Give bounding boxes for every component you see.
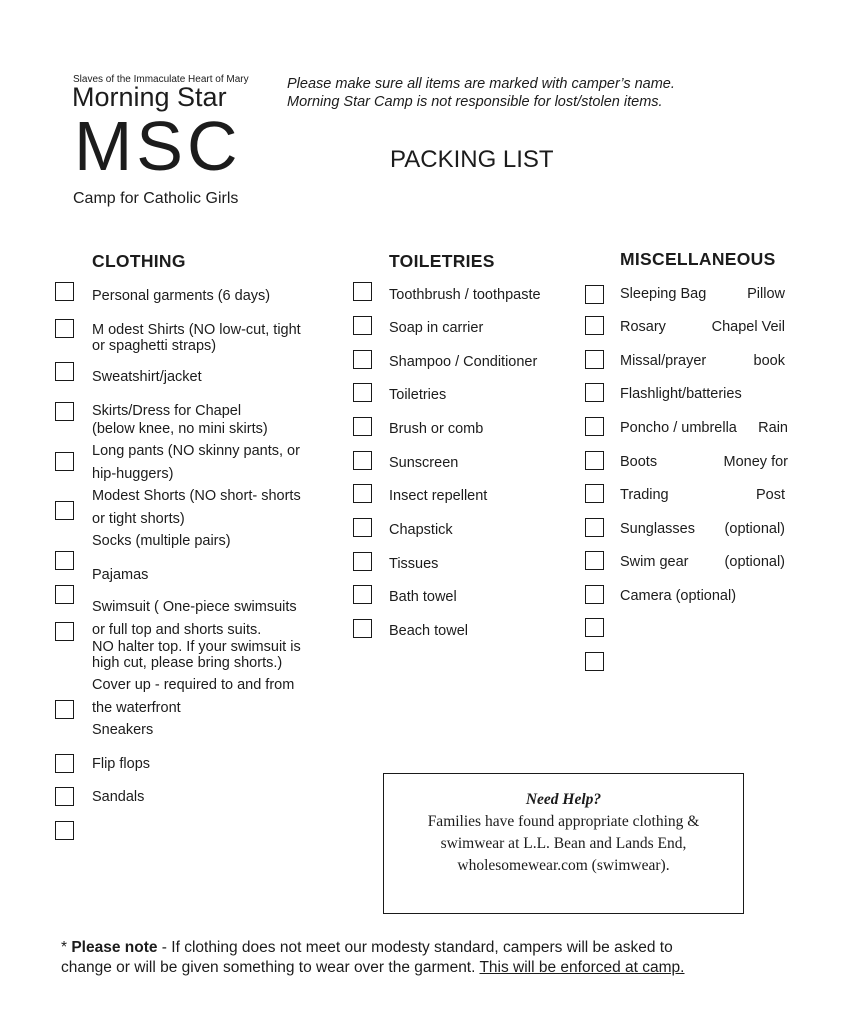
- camp-tagline: Camp for Catholic Girls: [73, 190, 239, 207]
- misc-item: Camera (optional): [620, 588, 737, 604]
- clothing-checkbox[interactable]: [55, 551, 74, 570]
- clothing-item: high cut, please bring shorts.): [92, 655, 283, 671]
- clothing-item: Modest Shorts (NO short- shorts: [92, 488, 301, 504]
- misc-checkbox[interactable]: [585, 484, 604, 503]
- clothing-heading: CLOTHING: [92, 251, 186, 271]
- misc-item: Missal/prayer: [620, 353, 707, 369]
- misc-item: Poncho / umbrella: [620, 420, 737, 436]
- clothing-item: or spaghetti straps): [92, 338, 217, 354]
- misc-checkbox[interactable]: [585, 585, 604, 604]
- toiletries-item: Brush or comb: [389, 421, 484, 437]
- help-title: Need Help?: [525, 791, 602, 808]
- clothing-item: M odest Shirts (NO low-cut, tight: [92, 322, 301, 338]
- toiletries-checkbox[interactable]: [353, 316, 372, 335]
- misc-item: Money for: [723, 454, 788, 470]
- clothing-checkbox[interactable]: [55, 754, 74, 773]
- clothing-checkbox[interactable]: [55, 402, 74, 421]
- note-prefix: *: [61, 939, 72, 956]
- misc-item: Rosary: [620, 319, 666, 335]
- toiletries-item: Shampoo / Conditioner: [389, 354, 538, 370]
- note-bold: Please note: [71, 939, 158, 956]
- toiletries-item: Insect repellent: [389, 488, 488, 504]
- page-title: PACKING LIST: [390, 146, 554, 173]
- toiletries-checkbox[interactable]: [353, 417, 372, 436]
- misc-checkbox[interactable]: [585, 652, 604, 671]
- toiletries-heading: TOILETRIES: [389, 251, 495, 271]
- note-enforced: This will be enforced at camp.: [479, 959, 685, 976]
- clothing-item: Sweatshirt/jacket: [92, 369, 202, 385]
- clothing-item: Long pants (NO skinny pants, or: [92, 443, 300, 459]
- clothing-item: Skirts/Dress for Chapel: [92, 403, 242, 419]
- misc-item: Swim gear: [620, 554, 689, 570]
- misc-checkbox[interactable]: [585, 350, 604, 369]
- misc-item: Sleeping Bag: [620, 286, 707, 302]
- clothing-checkbox[interactable]: [55, 700, 74, 719]
- misc-item: Flashlight/batteries: [620, 386, 742, 402]
- toiletries-item: Soap in carrier: [389, 320, 484, 336]
- misc-checkbox[interactable]: [585, 451, 604, 470]
- misc-item: Chapel Veil: [711, 319, 785, 335]
- toiletries-checkbox[interactable]: [353, 350, 372, 369]
- logo-text: MSC: [74, 107, 242, 185]
- toiletries-checkbox[interactable]: [353, 552, 372, 571]
- toiletries-checkbox[interactable]: [353, 518, 372, 537]
- misc-item: (optional): [724, 521, 785, 537]
- camp-name: Morning Star: [72, 82, 227, 112]
- toiletries-item: Sunscreen: [389, 455, 459, 471]
- misc-item: Pillow: [747, 286, 785, 302]
- toiletries-checkbox[interactable]: [353, 585, 372, 604]
- clothing-item: Socks (multiple pairs): [92, 533, 231, 549]
- toiletries-checkbox[interactable]: [353, 383, 372, 402]
- clothing-checkbox[interactable]: [55, 362, 74, 381]
- clothing-item: or tight shorts): [92, 511, 185, 527]
- clothing-item: Sneakers: [92, 722, 154, 738]
- toiletries-item: Toothbrush / toothpaste: [389, 287, 541, 303]
- misc-item: Rain: [758, 420, 788, 436]
- note-text-1: - If clothing does not meet our modesty standard, campers will be asked to: [157, 939, 673, 956]
- toiletries-item: Bath towel: [389, 589, 457, 605]
- clothing-item: Swimsuit ( One-piece swimsuits: [92, 599, 297, 615]
- misc-item: Boots: [620, 454, 658, 470]
- misc-checkbox[interactable]: [585, 316, 604, 335]
- toiletries-item: Tissues: [389, 556, 439, 572]
- misc-item: Trading: [620, 487, 669, 503]
- clothing-checkbox[interactable]: [55, 821, 74, 840]
- clothing-item: Personal garments (6 days): [92, 288, 271, 304]
- order-name: Slaves of the Immaculate Heart of Mary: [73, 74, 249, 85]
- clothing-item: NO halter top. If your swimsuit is: [92, 639, 301, 655]
- help-line: wholesomewear.com (swimwear).: [457, 857, 670, 874]
- clothing-item: Pajamas: [92, 567, 149, 583]
- toiletries-item: Toiletries: [389, 387, 447, 403]
- misc-checkbox[interactable]: [585, 383, 604, 402]
- clothing-item: Cover up - required to and from: [92, 677, 295, 693]
- misc-item: (optional): [724, 554, 785, 570]
- help-line: swimwear at L.L. Bean and Lands End,: [440, 835, 687, 852]
- notice-line-2: Morning Star Camp is not responsible for lost/stolen items.: [287, 94, 663, 110]
- clothing-item: Sandals: [92, 789, 145, 805]
- clothing-item: Flip flops: [92, 756, 151, 772]
- toiletries-checkbox[interactable]: [353, 484, 372, 503]
- toiletries-checkbox[interactable]: [353, 619, 372, 638]
- clothing-checkbox[interactable]: [55, 501, 74, 520]
- clothing-item: hip-huggers): [92, 466, 174, 482]
- misc-checkbox[interactable]: [585, 551, 604, 570]
- clothing-checkbox[interactable]: [55, 282, 74, 301]
- clothing-checkbox[interactable]: [55, 319, 74, 338]
- misc-item: Sunglasses: [620, 521, 695, 537]
- clothing-item: or full top and shorts suits.: [92, 622, 262, 638]
- misc-checkbox[interactable]: [585, 417, 604, 436]
- toiletries-checkbox[interactable]: [353, 282, 372, 301]
- clothing-checkbox[interactable]: [55, 585, 74, 604]
- clothing-item: the waterfront: [92, 700, 181, 716]
- misc-item: Post: [755, 487, 785, 503]
- clothing-item: (below knee, no mini skirts): [92, 421, 268, 437]
- misc-item: book: [753, 353, 785, 369]
- note-text-2: change or will be given something to wear over the garment.: [61, 959, 480, 976]
- clothing-checkbox[interactable]: [55, 452, 74, 471]
- notice-line-1: Please make sure all items are marked with camper’s name.: [287, 76, 675, 92]
- footer-note: [61, 938, 685, 978]
- clothing-checkbox[interactable]: [55, 787, 74, 806]
- help-line: Families have found appropriate clothing &: [427, 813, 700, 830]
- clothing-checkbox[interactable]: [55, 622, 74, 641]
- toiletries-item: Chapstick: [389, 522, 453, 538]
- help-box: [383, 773, 744, 914]
- misc-checkbox[interactable]: [585, 618, 604, 637]
- misc-checkbox[interactable]: [585, 518, 604, 537]
- misc-heading: MISCELLANEOUS: [620, 249, 776, 269]
- misc-checkbox[interactable]: [585, 285, 604, 304]
- toiletries-checkbox[interactable]: [353, 451, 372, 470]
- toiletries-item: Beach towel: [389, 623, 468, 639]
